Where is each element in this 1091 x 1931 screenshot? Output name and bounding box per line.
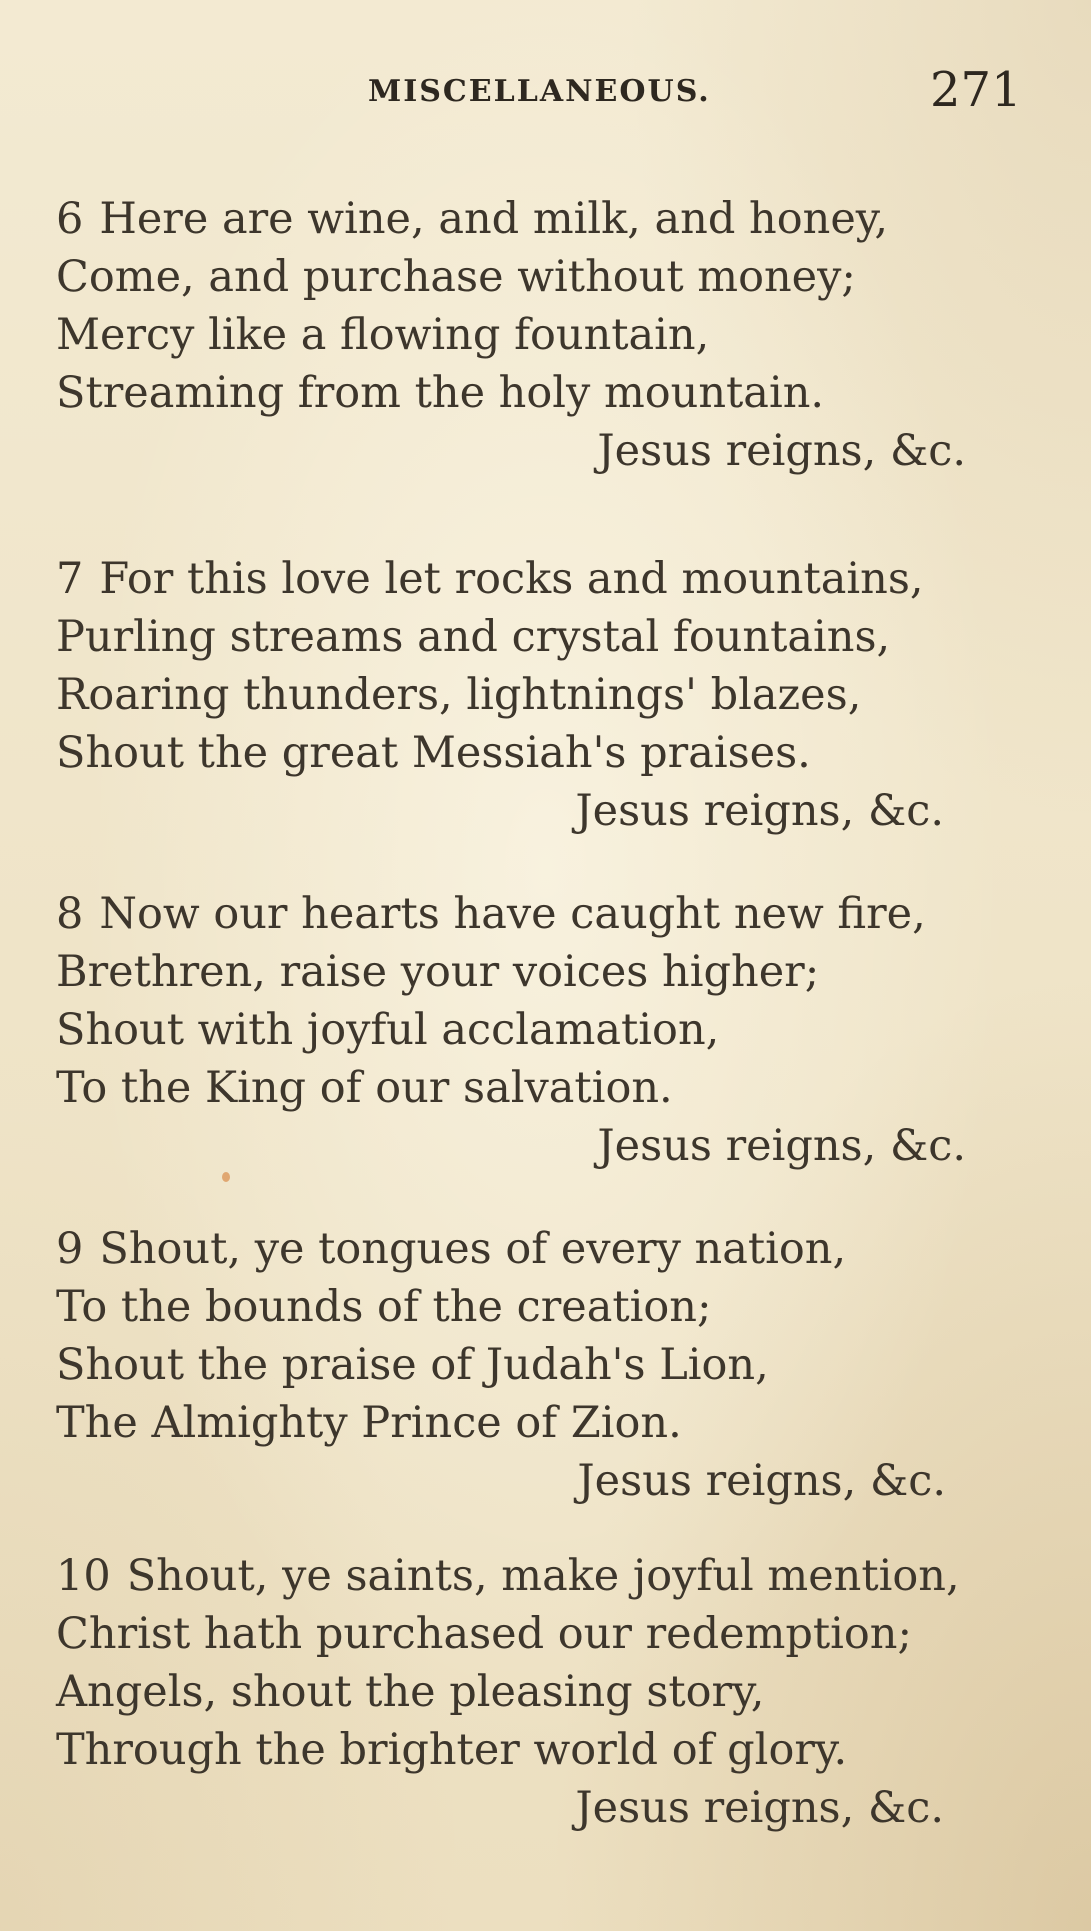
stanza-line: Streaming from the holy mountain. (56, 368, 825, 418)
stanza-line: Christ hath purchased our redemption; (56, 1609, 912, 1659)
stanza-line: Angels, shout the pleasing story, (56, 1667, 765, 1717)
stanza-line: Come, and purchase without money; (56, 252, 856, 302)
stanza-9 (56, 1220, 1016, 1510)
stanza-line: Shout the praise of Judah's Lion, (56, 1340, 769, 1390)
stanza-line: Roaring thunders, lightnings' blazes, (56, 670, 862, 720)
page-number: 271 (930, 62, 1022, 118)
stanza-10 (56, 1547, 1016, 1837)
page-header (0, 62, 1091, 122)
line-text: Shout, ye tongues of every nation, (99, 1224, 847, 1274)
stanza-line (56, 550, 1016, 608)
refrain: Jesus reigns, &c. (577, 1456, 946, 1506)
stanza-number: 9 (56, 1224, 84, 1274)
line-text: Here are wine, and milk, and honey, (99, 194, 889, 244)
line-text: Now our hearts have caught new fire, (99, 889, 926, 939)
stanza-line: The Almighty Prince of Zion. (56, 1398, 682, 1448)
stanza-number: 6 (56, 194, 84, 244)
stanza-number: 7 (56, 554, 84, 604)
stanza-number: 8 (56, 889, 84, 939)
stanza-line (56, 1220, 1016, 1278)
stanza-line (56, 885, 1016, 943)
refrain: Jesus reigns, &c. (597, 1121, 966, 1171)
stanza-line: Purling streams and crystal fountains, (56, 612, 891, 662)
line-text: For this love let rocks and mountains, (99, 554, 924, 604)
stanza-line: Mercy like a flowing fountain, (56, 310, 710, 360)
line-text: Shout, ye saints, make joyful mention, (126, 1551, 960, 1601)
stanza-7 (56, 550, 1016, 840)
paper-stain (222, 1172, 230, 1182)
refrain: Jesus reigns, &c. (575, 786, 944, 836)
stanza-number: 10 (56, 1551, 111, 1601)
stanza-6 (56, 190, 1016, 480)
stanza-line: Through the brighter world of glory. (56, 1725, 848, 1775)
refrain: Jesus reigns, &c. (597, 426, 966, 476)
stanza-line: To the bounds of the creation; (56, 1282, 712, 1332)
stanza-line: Brethren, raise your voices higher; (56, 947, 820, 997)
stanza-line (56, 1547, 1016, 1605)
refrain: Jesus reigns, &c. (575, 1783, 944, 1833)
running-head: MISCELLANEOUS. (368, 74, 711, 109)
stanza-line: Shout with joyful acclamation, (56, 1005, 720, 1055)
stanza-line: To the King of our salvation. (56, 1063, 673, 1113)
stanza-8 (56, 885, 1016, 1175)
stanza-line: Shout the great Messiah's praises. (56, 728, 811, 778)
stanza-line (56, 190, 1016, 248)
